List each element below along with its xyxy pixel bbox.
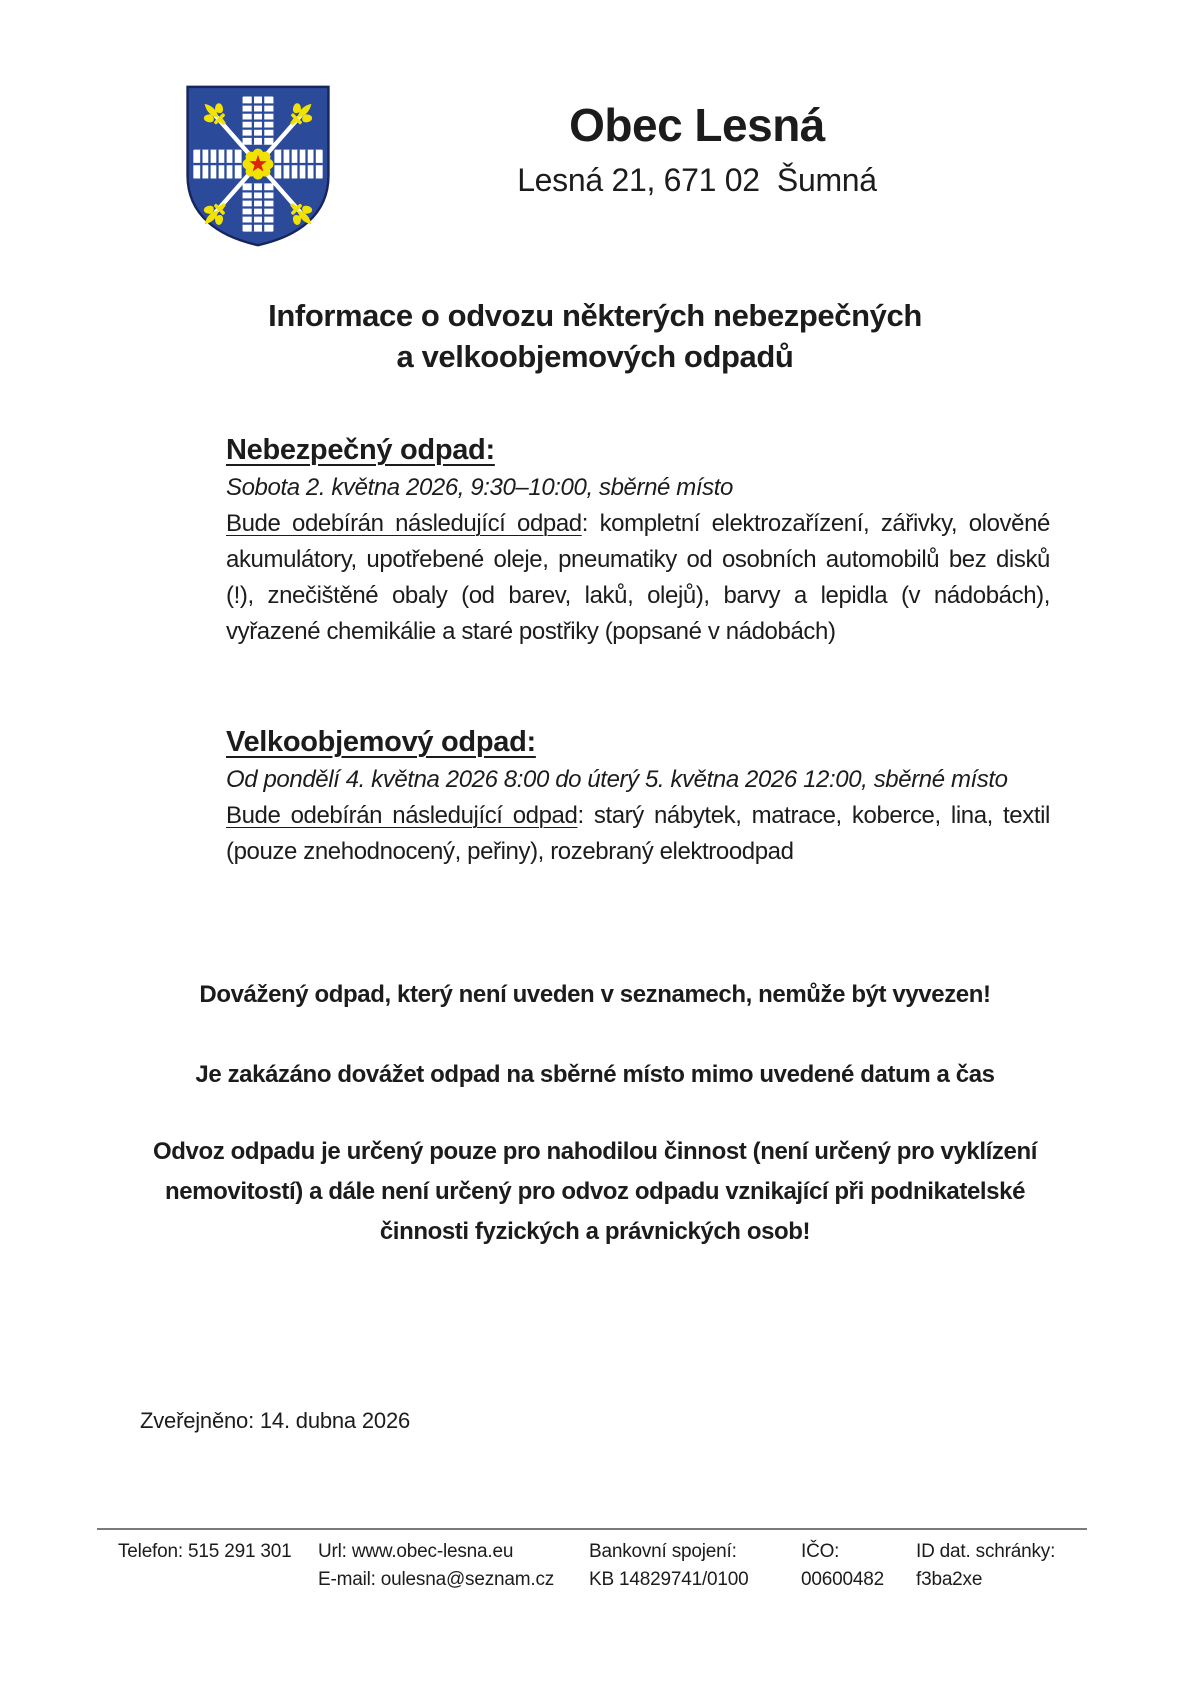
document-title-line1: Informace o odvozu některých nebezpečných [268,298,922,333]
footer-url: Url: www.obec-lesna.eu [318,1541,514,1562]
section-body [226,506,1050,650]
footer-ico-value: 00600482 [801,1569,884,1590]
document-title [140,295,1050,377]
footer-web [318,1538,554,1594]
municipality-address: Lesná 21, 671 02 Šumná [517,162,877,198]
accepted-waste-list: kompletní elektrozařízení, zářivky, olověné akumulátory, upotřebené oleje, pneumatiky od osobních automobilů bez disků (!), znečištěné obaly (od barev, laků, olejů), barvy a lepidla (v nádobách), vyřazené chemikálie a staré postřiky (popsané v nádobách) [226,510,1051,645]
section-bulky-waste [226,722,1050,870]
accepted-waste-lead: Bude odebírán následující odpad [226,802,578,829]
section-heading: Velkoobjemový odpad: [226,726,536,758]
notice-no-offschedule-delivery: Je zakázáno dovážet odpad na sběrné místo mimo uvedené datum a čas [195,1061,995,1088]
footer-ico [801,1538,884,1594]
accepted-waste-colon: : [577,802,584,829]
notice-purpose-restriction: Odvoz odpadu je určený pouze pro nahodilou činnost (není určený pro vyklízení nemovitostí) a dále není určený pro odvoz odpadu vznikající při podnikatelské činnosti fyzických a právnických osob! [153,1138,1037,1245]
footer-divider [97,1528,1087,1530]
collection-schedule: Sobota 2. května 2026, 9:30–10:00, sběrné místo [226,474,733,501]
letterhead [422,98,972,200]
accepted-waste-colon: : [581,510,589,537]
section-heading: Nebezpečný odpad: [226,434,495,466]
footer-email: E-mail: oulesna@seznam.cz [318,1569,555,1590]
footer-ico-label: IČO: [801,1541,840,1562]
footer-databox [916,1538,1055,1594]
footer-bank-value: KB 14829741/0100 [589,1569,749,1590]
publication-date: Zveřejněno: 14. dubna 2026 [140,1408,411,1433]
footer-databox-label: ID dat. schránky: [916,1541,1056,1562]
document-title-line2: a velkoobjemových odpadů [396,339,794,374]
footer-bank-label: Bankovní spojení: [589,1541,737,1562]
accepted-waste-list: starý nábytek, matrace, koberce, lina, textil (pouze znehodnocený, peřiny), rozebraný elektroodpad [226,802,1050,865]
municipal-coat-of-arms [180,83,336,249]
section-body [226,798,1050,870]
accepted-waste-lead: Bude odebírán následující odpad [226,510,582,537]
footer-databox-value: f3ba2xe [916,1569,983,1590]
notice-no-unlisted-waste: Dovážený odpad, který není uveden v seznamech, nemůže být vyvezen! [199,981,991,1008]
footer-phone: Telefon: 515 291 301 [118,1541,292,1562]
municipality-name: Obec Lesná [569,99,825,151]
section-hazardous-waste [226,430,1050,650]
collection-schedule: Od pondělí 4. května 2026 8:00 do úterý 5. května 2026 12:00, sběrné místo [226,766,1008,793]
footer-bank [589,1538,749,1594]
rose-star-icon [243,149,274,180]
